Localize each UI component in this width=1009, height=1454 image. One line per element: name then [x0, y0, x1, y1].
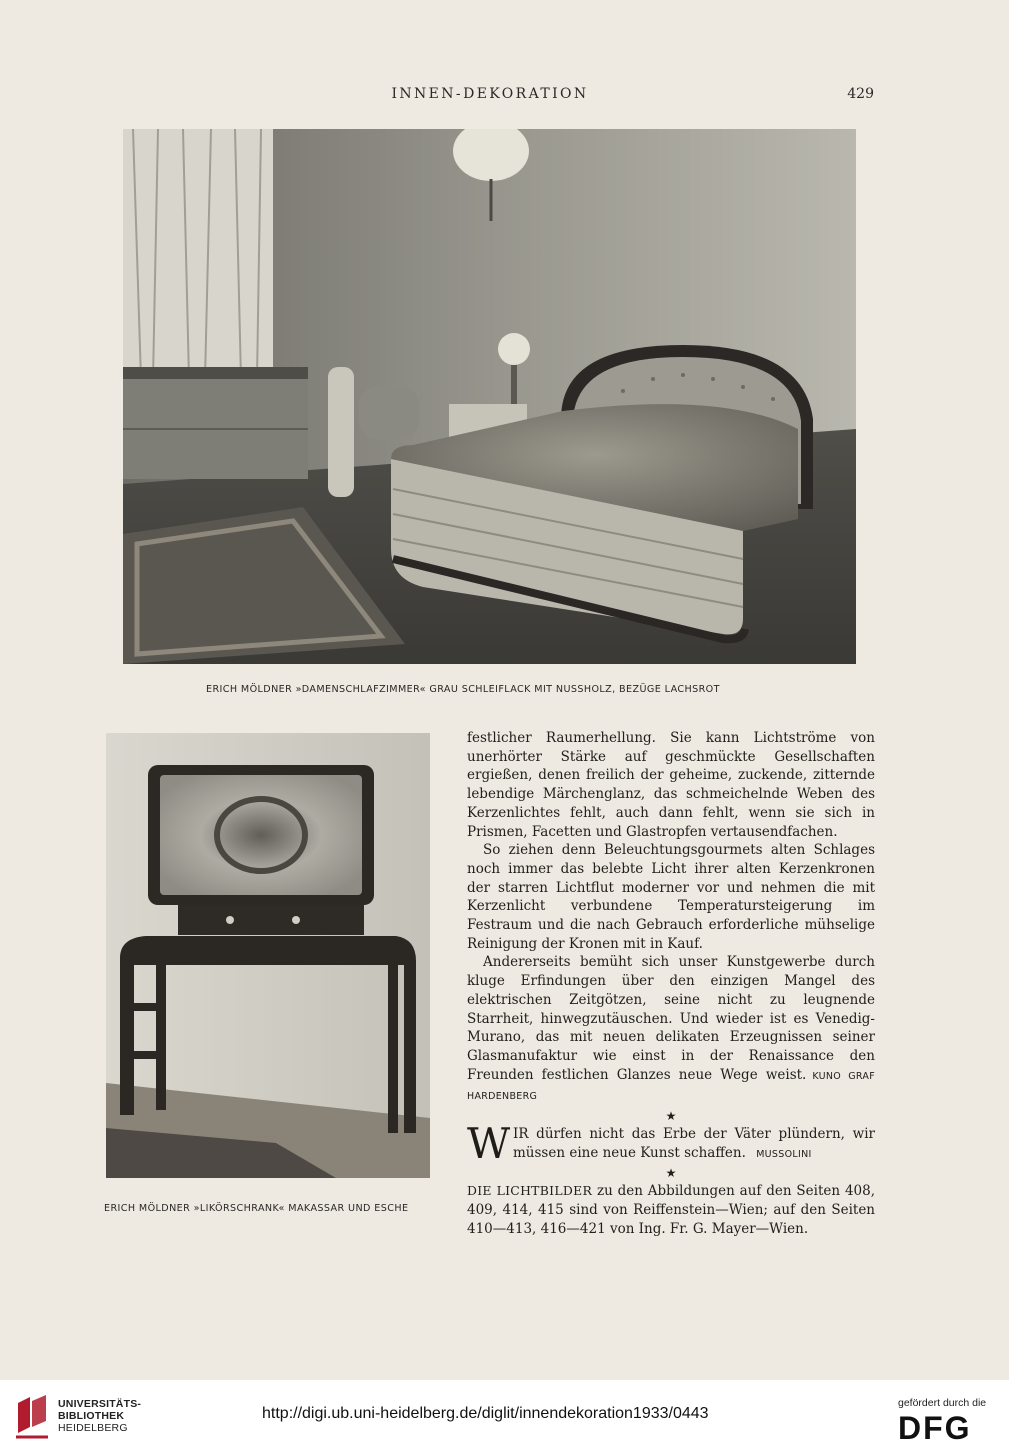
section-separator-2: ★ — [665, 1166, 677, 1181]
article-author: KUNO GRAF HARDENBERG — [467, 1070, 875, 1103]
photo-credits — [467, 1182, 875, 1238]
photo-credits-text: zu den Abbildungen auf den Seiten 408, 409, 414, 415 sind von Reiffenstein—Wien; auf den Seiten 410—413, 416—421 von Ing. Fr. G. Mayer—Wien. — [467, 1183, 875, 1237]
photo-credits-lead: DIE LICHTBILDER — [467, 1183, 593, 1199]
bedroom-photo-drawing — [123, 129, 856, 664]
bedroom-caption: ERICH MÖLDNER »DAMENSCHLAFZIMMER« GRAU SCHLEIFLACK MIT NUSSHOLZ, BEZÜGE LACHSROT — [206, 684, 720, 695]
quote-text: IR dürfen nicht das Erbe der Väter plündern, wir müssen eine neue Kunst schaffen. — [513, 1126, 875, 1161]
section-separator: ★ — [665, 1109, 677, 1124]
footer-bar — [0, 1380, 1009, 1454]
library-name-line-2: BIBLIOTHEK — [58, 1410, 125, 1422]
article-paragraph-2: So ziehen denn Beleuchtungsgourmets alten Schlages noch immer das belebte Licht ihrer alten Kerzenkronen der starren Lichtflut moderner vor und nehmen die mit Kerzenlicht verbundene Temperatursteigerung im Festraum und die nach Gebrauch erforderliche mühselige Reinigung der Kronen mit in Kauf. — [467, 842, 875, 952]
page-number: 429 — [847, 86, 874, 102]
library-name — [58, 1398, 141, 1434]
quote-block — [467, 1119, 875, 1169]
article-paragraph-3-text: Andererseits bemüht sich unser Kunstgewerbe durch kluge Erfindungen über den einzigen Mangel des elektrischen Zeitgötzen, seine nicht zu leugnende Starrheit, hinwegzutäuschen. Und wieder ist es Venedig-Murano, das mit neuen delikaten Erzeugnissen seiner Glasmanufaktur wie einst in der Renaissance den Freunden festlichen Glanzes neue Wege weist. — [467, 954, 875, 1083]
running-title: INNEN-DEKORATION — [391, 86, 589, 102]
quote-author: MUSSOLINI — [756, 1148, 812, 1160]
funded-by-label: gefördert durch die — [898, 1397, 987, 1409]
library-name-line-1: UNIVERSITÄTS- — [58, 1398, 142, 1410]
dfg-logo — [898, 1411, 996, 1441]
cabinet-caption: ERICH MÖLDNER »LIKÖRSCHRANK« MAKASSAR UND ESCHE — [104, 1203, 409, 1214]
bedroom-photo — [123, 129, 856, 664]
article-text — [467, 729, 875, 1239]
library-logo-icon — [12, 1393, 54, 1439]
quote-drop-cap: W — [467, 1119, 511, 1169]
dfg-logo-text: DFG — [898, 1411, 972, 1441]
article-paragraph-1: festlicher Raumerhellung. Sie kann Lichtströme von unerhörter Stärke auf geschmückte Gesellschaften ergießen, denen freilich der geheime, zuckende, zitternde lebendige Märchenglanz, das schmeichelnde Weben des Kerzenlichtes fehlt, auch dann fehlt, wenn sie sich in Prismen, Facetten und Glastropfen vertausendfachen. — [467, 730, 875, 840]
library-name-line-3: HEIDELBERG — [58, 1422, 128, 1434]
cabinet-photo-drawing — [106, 733, 430, 1178]
cabinet-photo — [106, 733, 430, 1178]
source-url-link[interactable]: http://digi.ub.uni-heidelberg.de/diglit/innendekoration1933/0443 — [262, 1405, 709, 1422]
article-paragraph-3 — [467, 953, 875, 1107]
